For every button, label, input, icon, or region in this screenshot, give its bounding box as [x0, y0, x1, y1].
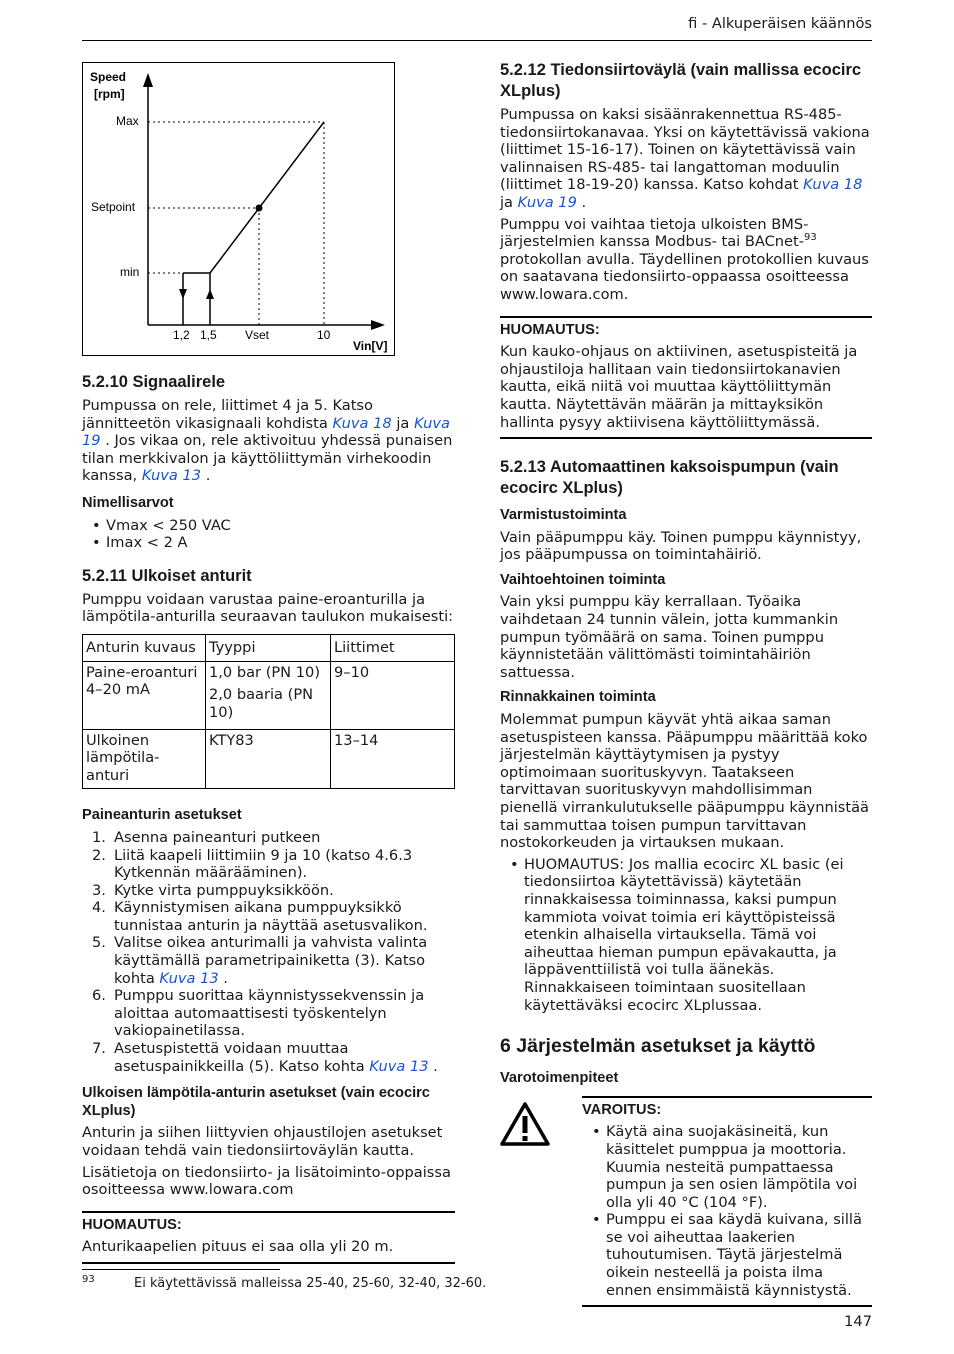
s5211-title: 5.2.11 Ulkoiset anturit — [82, 566, 252, 585]
temp-paragraph-1: Anturin ja siihen liittyvien ohjaustilojen asetukset voidaan tehdä vain tiedonsiirtoväylän kautta. — [82, 1124, 443, 1159]
list-item: • Pumppu ei saa käydä kuivana, sillä se voi aiheuttaa laakerien tuhoutumisen. Täytä järjestelmä oikein nesteellä ja poista ilma ennen ensimmäistä käynnistystä. — [582, 1211, 872, 1299]
sensor-table — [82, 634, 455, 789]
list-item: 4. Käynnistymisen aikana pumppuyksikkö tunnistaa anturin ja näyttää asetusvalikon. — [92, 899, 428, 934]
footnote-ref[interactable]: 93 — [804, 232, 817, 244]
link-kuva13[interactable]: Kuva 13 — [159, 969, 219, 987]
precautions-title: Varotoimenpiteet — [500, 1070, 619, 1087]
pressure-steps — [82, 829, 455, 1075]
s5210-paragraph: Pumpussa on rele, liittimet 4 ja 5. Katso jännitteetön vikasignaali kohdista Kuva 18 ja Kuva 19 . Jos vikaa on, rele aktivoituu yhdessä punaisen tilan merkkivalon ja käyttöliittymän virhekoodin kanssa, Kuva 13 . — [82, 397, 453, 485]
col-header: Anturin kuvaus — [83, 634, 206, 661]
link-kuva18[interactable]: Kuva 18 — [332, 414, 392, 432]
list-item: 5. Valitse oikea anturimalli ja vahvista valinta käyttämällä parametripainiketta (3). Katso kohta Kuva 13 . — [92, 934, 428, 987]
y-tick-max: Max — [116, 114, 139, 128]
alt-text: Vain yksi pumppu käy kerrallaan. Työaika vaihdetaan 24 tunnin välein, jotta kummankin pumpun työmäärä on sama. Toinen pumppu käynnistetään välittömästi toimintahäiriön sattuessa. — [500, 593, 839, 681]
x-tick-10: 10 — [317, 328, 331, 342]
right-column — [500, 60, 872, 1307]
note-box — [500, 316, 872, 440]
hysteresis-on-arrow — [206, 289, 214, 299]
table-row — [83, 729, 455, 789]
parallel-notes — [500, 856, 872, 1014]
link-kuva13[interactable]: Kuva 13 — [141, 467, 202, 485]
s6-title: 6 Järjestelmän asetukset ja käyttö — [500, 1035, 816, 1058]
s5213-title: 5.2.13 Automaattinen kaksoispumpun (vain ecocirc XLplus) — [500, 458, 839, 498]
cell: Paine-eroanturi 4–20 mA — [83, 661, 206, 729]
warning-title: VAROITUS: — [582, 1101, 662, 1118]
cell: Ulkoinen lämpötila-anturi — [83, 729, 206, 789]
warning-box — [582, 1096, 872, 1308]
link-kuva19[interactable]: Kuva 19 — [82, 414, 450, 450]
parallel-text: Molemmat pumpun käyvät yhtä aikaa saman asetuspisteen kanssa. Pääpumppu määrittää koko järjestelmän käyttäytymisen ja pystyy optimoimaan suorituskyvyn. Taatakseen tarvittavan suorituskyvyn mahdollisimman pienellä virrankulutukselle pääpumppu käynnistää tai sammuttaa toisen pumpun tarvittavan nostokorkeuden ja virtauksen mukaan. — [500, 711, 869, 852]
x-tick-vset: Vset — [245, 328, 270, 342]
hysteresis-off-arrow — [179, 289, 187, 299]
temp-paragraph-2: Lisätietoja on tiedonsiirto- ja lisätoiminto-oppaissa osoitteessa www.lowara.com — [82, 1163, 451, 1199]
list-item: 1. Asenna paineanturi putkeen — [92, 828, 321, 846]
x-tick-1-2: 1,2 — [173, 328, 190, 342]
warning-triangle-icon — [500, 1102, 550, 1146]
s5211-intro: Pumppu voidaan varustaa paine-eroanturilla ja lämpötila-anturilla seuraavan taulukon mukaisesti: — [82, 590, 454, 626]
note-text: Anturikaapelien pituus ei saa olla yli 20 m. — [82, 1238, 394, 1256]
footnote-text: Ei käytettävissä malleissa 25-40, 25-60, 32-40, 32-60. — [134, 1276, 487, 1291]
list-item: • Vmax < 250 VAC — [82, 517, 455, 535]
list-item: • Imax < 2 A — [82, 534, 455, 552]
page-number: 147 — [844, 1313, 872, 1330]
table-header-row — [83, 634, 455, 661]
y-tick-min: min — [120, 265, 140, 279]
backup-title: Varmistustoiminta — [500, 507, 627, 524]
s5212-title: 5.2.12 Tiedonsiirtoväylä (vain mallissa ecocirc XLplus) — [500, 61, 862, 100]
y-tick-setpoint: Setpoint — [91, 200, 136, 214]
x-axis-arrow — [371, 320, 385, 330]
s5210-title: 5.2.10 Signaalirele — [82, 373, 226, 391]
x-axis-label: Vin[V] — [353, 339, 388, 353]
col-header: Tyyppi — [206, 634, 331, 661]
s5212-paragraph-1: Pumpussa on kaksi sisäänrakennettua RS-485-tiedonsiirtokanavaa. Yksi on käytettävissä vakiona (liittimet 15-16-17). Toinen on käytettävissä vain valinnaisen RS-485- tai langattoman moduulin (liittimet 18-19-20) kanssa. Katso kohdat Kuva 18 ja Kuva 19 . — [500, 106, 870, 211]
alt-title: Vaihtoehtoinen toiminta — [500, 571, 666, 588]
link-kuva13[interactable]: Kuva 13 — [369, 1057, 429, 1075]
link-kuva19[interactable]: Kuva 19 — [517, 193, 577, 211]
cell: 13–14 — [331, 729, 455, 789]
parallel-title: Rinnakkainen toiminta — [500, 689, 656, 706]
ratings-list — [82, 517, 455, 552]
footnote-number: 93 — [82, 1274, 95, 1285]
list-item: 6. Pumppu suorittaa käynnistyssekvenssin ja aloittaa automaattisesti työskentelyn vakiopainetilassa. — [92, 987, 425, 1040]
x-tick-1-5: 1,5 — [200, 328, 217, 342]
link-kuva18[interactable]: Kuva 18 — [803, 176, 863, 194]
y-axis-label-1: Speed — [90, 70, 127, 84]
list-item: 2. Liitä kaapeli liittimiin 9 ja 10 (katso 4.6.3 Kytkennän määrääminen). — [92, 846, 413, 882]
col-header: Liittimet — [331, 634, 455, 661]
backup-text: Vain pääpumppu käy. Toinen pumppu käynnistyy, jos pääpumpussa on toimintahäiriö. — [500, 528, 862, 564]
header-title: fi - Alkuperäisen käännös — [688, 15, 872, 32]
footnote-rule — [82, 1269, 280, 1270]
y-axis-arrow — [143, 73, 153, 87]
note-text: Kun kauko-ohjaus on aktiivinen, asetuspisteitä ja ohjaustiloja hallitaan vain tiedonsiirtokanavien kautta, eikä niitä voi muuttaa käyttöliittymän kautta. Näytettävän määrän ja mittayksikön hallinta pysyy aktiivisena käyttöliittymässä. — [500, 343, 858, 431]
warning-list — [582, 1123, 872, 1299]
left-column — [82, 62, 455, 1264]
cell: 1,0 bar (PN 10) 2,0 baaria (PN 10) — [206, 661, 331, 729]
note-box — [82, 1211, 455, 1264]
pressure-setup-title: Paineanturin asetukset — [82, 807, 242, 824]
ratings-title: Nimellisarvot — [82, 494, 174, 511]
list-item: • Käytä aina suojakäsineitä, kun käsittelet pumppua ja moottoria. Kuumia nesteitä pumpattaessa pumpun ja sen osien lämpötila voi olla yli 40 °C (104 °F). — [582, 1123, 872, 1211]
speed-voltage-chart — [82, 62, 395, 356]
setpoint-marker — [256, 205, 263, 212]
temp-setup-title: Ulkoisen lämpötila-anturin asetukset (vain ecocirc XLplus) — [82, 1085, 430, 1119]
table-row — [83, 661, 455, 729]
list-item: 7. Asetuspistettä voidaan muuttaa asetuspainikkeilla (5). Katso kohta Kuva 13 . — [92, 1040, 438, 1075]
note-title: HUOMAUTUS: — [82, 1216, 182, 1233]
y-axis-label-2: [rpm] — [94, 87, 125, 101]
page-header — [82, 14, 872, 41]
cell: KTY83 — [206, 729, 331, 789]
s5212-paragraph-2: Pumppu voi vaihtaa tietoja ulkoisten BMS-järjestelmien kanssa Modbus- tai BACnet-$^{93}$ protokollan avulla. Täydellinen protokollien kuvaus on saatavana tiedonsiirto-oppaassa osoitteessa www.lowara.com. — [500, 215, 869, 303]
warning-block — [500, 1096, 872, 1308]
list-item: 3. Kytke virta pumppuyksikköön. — [92, 881, 334, 899]
speed-curve — [183, 122, 324, 273]
cell: 9–10 — [331, 661, 455, 729]
list-item: • HUOMAUTUS: Jos mallia ecocirc XL basic (ei tiedonsiirtoa käytettävissä) käytetään rinnakkaisessa toiminnassa, kaksi pumpun kammiota voivat toimia eri käyttöpisteissä etenkin alhaisella virtauksella. Tämä voi aiheuttaa hieman pumpun epävakautta, ja läppäventtiilistä voi tulla äänekäs. Rinnakkaiseen toimintaan suositellaan käytettäväksi ecocirc XLplussaa. — [500, 856, 872, 1014]
note-title: HUOMAUTUS: — [500, 321, 600, 338]
